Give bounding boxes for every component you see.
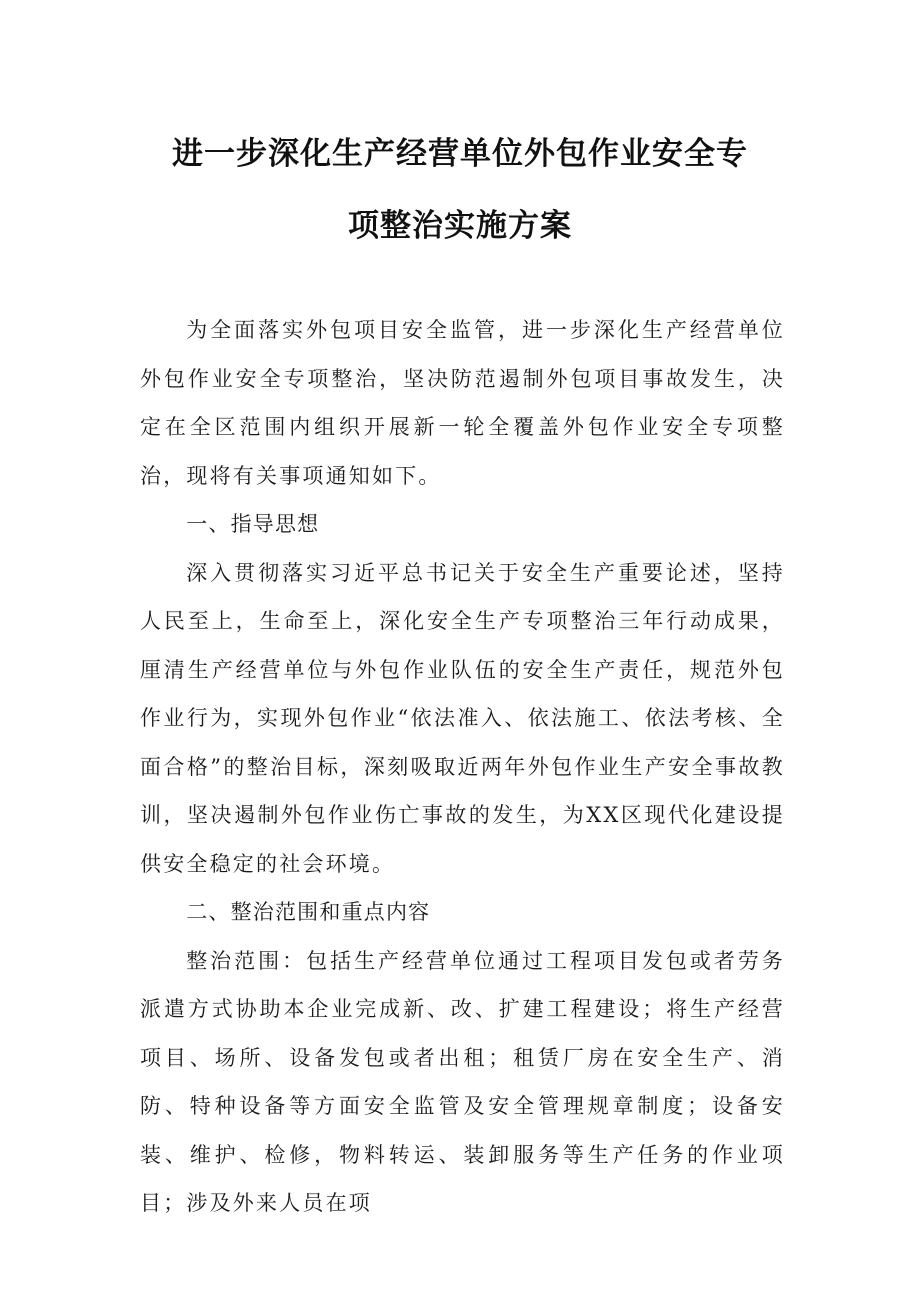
guiding-ideology-paragraph: 深入贯彻落实习近平总书记关于安全生产重要论述，坚持人民至上，生命至上，深化安全生产专项整治三年行动成果，厘清生产经营单位与外包作业队伍的安全生产责任，规范外包作业行为，实现外包作业“依法准入、依法施工、依法考核、全面合格”的整治目标，深刻吸取近两年外包作业生产安全事故教训，坚决遏制外包作业伤亡事故的发生，为XX区现代化建设提供安全稳定的社会环境。	[140, 560, 785, 876]
section-heading-scope-and-content: 二、整治范围和重点内容	[186, 900, 431, 924]
document-title-line-2: 项整治实施方案	[348, 208, 572, 244]
intro-paragraph: 为全面落实外包项目安全监管，进一步深化生产经营单位外包作业安全专项整治，坚决防范遏制外包项目事故发生，决定在全区范围内组织开展新一轮全覆盖外包作业安全专项整治，现将有关事项通知如下。	[140, 318, 785, 488]
scope-paragraph: 整治范围：包括生产经营单位通过工程项目发包或者劳务派遣方式协助本企业完成新、改、扩建工程建设；将生产经营项目、场所、设备发包或者出租；租赁厂房在安全生产、消防、特种设备等方面安全监管及安全管理规章制度；设备安装、维护、检修，物料转运、装卸服务等生产任务的作业项目；涉及外来人员在项	[140, 948, 785, 1215]
document-title-line-1: 进一步深化生产经营单位外包作业安全专	[172, 136, 748, 172]
document-body	[140, 306, 785, 1228]
section-heading-guiding-ideology: 一、指导思想	[186, 512, 320, 536]
